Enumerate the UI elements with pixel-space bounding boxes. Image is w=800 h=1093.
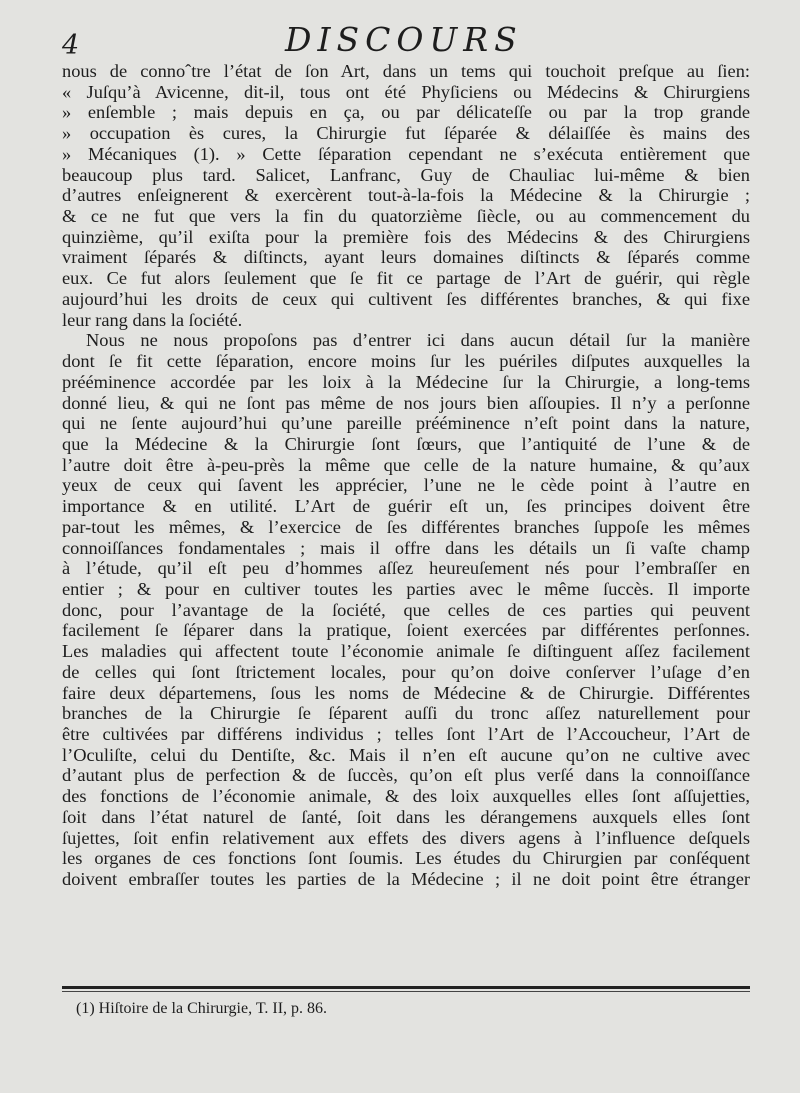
text-line: qui ne ſente aujourd’hui qu’une pareille prééminence n’eſt point dans la nature, [62, 413, 750, 434]
text-line: l’autre doit être à-peu-près la même que celle de la nature humaine, & qu’aux [62, 454, 750, 475]
text-line: entier ; & pour en cultiver toutes les parties avec le même ſuccès. Il importe [62, 578, 750, 599]
text-line: ſujettes, ſoit enfin relativement aux effets des divers agens à l’influence deſquels [62, 827, 750, 848]
text-line: branches de la Chirurgie ſe ſéparent auſſi du tronc aſſez naturellement pour [62, 703, 750, 724]
text-line: donc, pour l’avantage de la ſociété, que celles de ces parties qui peuvent [62, 599, 750, 620]
text-line: yeux de ceux qui ſavent les apprécier, l’une ne le cède point à l’autre en [62, 475, 750, 496]
footnote: (1) Hiſtoire de la Chirurgie, T. II, p. 86. [76, 1000, 328, 1017]
paragraph [62, 330, 750, 889]
text-line: donné lieu, & qui ne ſont pas même de nos jours bien aſſoupies. Il n’y a perſonne [62, 392, 750, 413]
text-line: faire deux départemens, ſous les noms de Médecine & de Chirurgie. Différentes [62, 682, 750, 703]
text-line: leur rang dans la ſociété. [62, 309, 243, 330]
text-line: nous de connoˆtre l’état de ſon Art, dans un tems qui touchoit preſque au ſien: [62, 61, 750, 81]
text-line: d’autres enſeignerent & exercèrent tout-à-la-fois la Médecine & la Chirurgie ; [62, 185, 750, 206]
text-line: « Juſqu’à Avicenne, dit-il, tous ont été Phyſiciens ou Médecins & Chirurgiens [62, 81, 750, 102]
text-line: vraiment ſéparés & diſtincts, ayant leurs domaines diſtincts & ſéparés comme [62, 247, 750, 268]
body-text [62, 61, 750, 890]
text-line: quinzième, qu’il exiſta pour la première fois des Médecins & des Chirurgiens [62, 226, 750, 247]
footnote-rule-thin [62, 991, 750, 992]
text-line: dont ſe fit cette ſéparation, encore moins ſur les puériles diſputes auxquelles la [62, 351, 750, 372]
page-header [0, 14, 800, 61]
text-line: » enſemble ; mais depuis en ça, ou par délicateſſe ou par la trop grande [62, 102, 750, 123]
text-line: » Mécaniques (1). » Cette ſéparation cependant ne s’exécuta entièrement que [62, 143, 750, 164]
text-line: eux. Ce fut alors ſeulement que ſe fit ce partage de l’Art de guérir, qui règle [62, 268, 750, 289]
text-line: & ce ne fut que vers la fin du quatorzième ſiècle, ou au commencement du [62, 206, 750, 227]
text-line: être cultivées par différens individus ; telles ſont l’Art de l’Accoucheur, l’Art de [62, 724, 750, 744]
text-line: à l’étude, qu’il eſt peu d’hommes aſſez heureuſement nés pour l’embraſſer en [62, 558, 750, 579]
text-line: l’Oculiſte, celui du Dentiſte, &c. Mais il n’en eſt aucune qu’on ne cultive avec [62, 744, 750, 765]
text-line: Nous ne nous propoſons pas d’entrer ici dans aucun détail ſur la manière [86, 330, 750, 351]
text-line: de celles qui ſont ſtrictement locales, pour qu’on doive conſerver l’uſage d’en [62, 661, 750, 682]
text-line: aujourd’hui les droits de ceux qui cultivent ſes différentes branches, & qui fixe [62, 288, 750, 309]
page-number: 4 [62, 30, 80, 61]
text-line: facilement ſe ſéparer dans la pratique, ſoient exercées par différentes perſonnes. [62, 620, 750, 641]
text-line: que la Médecine & la Chirurgie ſont ſœurs, que l’antiquité de l’une & de [62, 433, 750, 454]
text-line: des fonctions de l’économie animale, & des loix auxquelles elles ſont aſſujetties, [62, 786, 750, 807]
text-line: ſoit dans l’état naturel de ſanté, ſoit dans les dérangemens auxquels elles ſont [62, 806, 750, 827]
text-line: Les maladies qui affectent toute l’économie animale ſe diſtinguent aſſez facilement [62, 641, 750, 662]
text-line: connoiſſances fondamentales ; mais il offre dans les détails un ſi vaſte champ [62, 537, 750, 558]
footnote-rule [62, 986, 750, 989]
text-line: » occupation ès cures, la Chirurgie fut ſéparée & délaiſſée ès mains des [62, 123, 750, 144]
text-line: importance & en utilité. L’Art de guérir eſt un, ſes principes doivent être [62, 496, 750, 517]
text-line: beaucoup plus tard. Salicet, Lanfranc, Guy de Chauliac lui-même & bien [62, 164, 750, 185]
text-line: par-tout les mêmes, & l’exercice de ſes différentes branches ſuppoſe les mêmes [62, 516, 750, 537]
text-line: prééminence accordée par les loix à la Médecine ſur la Chirurgie, a long-tems [62, 371, 750, 392]
text-line: doivent embraſſer toutes les parties de la Médecine ; il ne doit point être étranger [62, 869, 750, 890]
paragraph [62, 61, 750, 330]
running-title: DISCOURS [285, 20, 523, 59]
text-line: les organes de ces fonctions ſont ſoumis. Les études du Chirurgien par conſéquent [62, 848, 750, 869]
text-line: d’autant plus de perfection & de ſuccès, qu’on eſt plus verſé dans la connoiſſance [62, 765, 750, 786]
